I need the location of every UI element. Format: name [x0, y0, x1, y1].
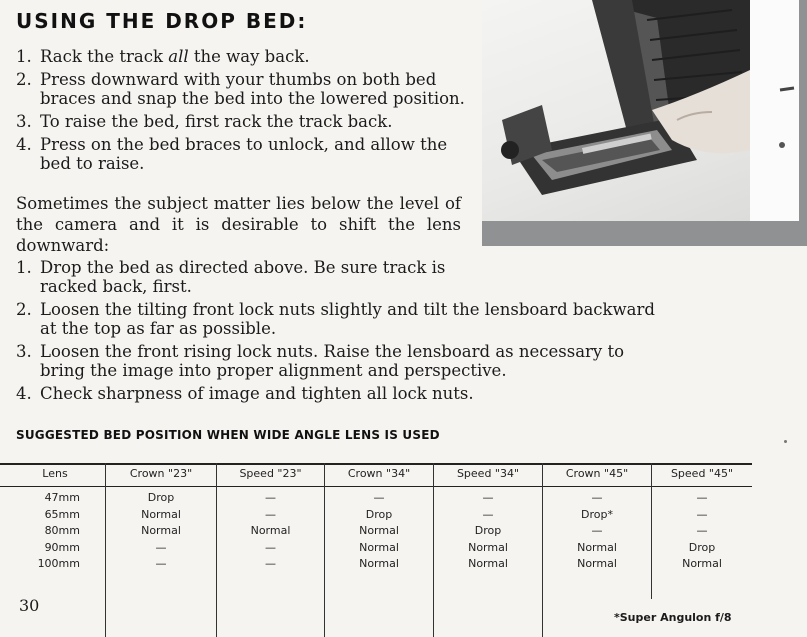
table-cell: Normal — [577, 557, 617, 570]
step-text: Press on the bed braces to unlock, and allow the bed to raise. — [40, 135, 448, 173]
crown-45-column — [543, 490, 651, 573]
table-top-rule — [0, 463, 752, 465]
step-item — [16, 342, 655, 380]
lens-shift-steps — [16, 258, 655, 407]
table-cell: Drop* — [581, 507, 613, 521]
table-cell: — — [591, 491, 603, 504]
table-cell: Drop — [474, 524, 502, 537]
intro-paragraph: Sometimes the subject matter lies below the level of the camera and it is desirable to shift the lens downward: — [16, 194, 461, 255]
table-cell: 47mm — [44, 491, 80, 504]
camera-illustration — [482, 0, 807, 246]
step-text: Check sharpness of image and tighten all lock nuts. — [40, 384, 474, 403]
step-number: 2. — [16, 70, 32, 89]
step-number: 3. — [16, 342, 32, 361]
table-header-rule — [0, 486, 752, 487]
crown-34-column — [325, 490, 433, 573]
table-cell: — — [265, 540, 276, 554]
step-text: Loosen the tilting front lock nuts slightly and tilt the lensboard backward at the top as far as possible. — [40, 300, 655, 338]
header-speed-45: Speed "45" — [670, 467, 734, 480]
table-cell: — — [155, 557, 167, 570]
lens-column — [20, 490, 80, 573]
camera-photo — [482, 0, 807, 246]
step-number: 3. — [16, 112, 32, 131]
table-cell: Normal — [250, 524, 291, 537]
step-item — [16, 47, 465, 66]
header-crown-34: Crown "34" — [347, 467, 411, 480]
step-number: 1. — [16, 47, 32, 66]
header-lens: Lens — [42, 467, 68, 480]
table-cell: — — [265, 491, 276, 504]
speed-23-column — [217, 490, 324, 573]
crown-23-column — [106, 490, 216, 573]
table-cell: Normal — [468, 540, 508, 554]
table-cell: — — [696, 491, 708, 504]
header-crown-45: Crown "45" — [565, 467, 629, 480]
table-cell: Normal — [359, 540, 399, 554]
table-cell: — — [265, 557, 276, 570]
speed-45-column — [652, 490, 752, 573]
table-cell: 80mm — [44, 524, 80, 537]
table-cell: Normal — [468, 557, 508, 570]
table-cell: — — [482, 507, 494, 521]
section-heading: USING THE DROP BED: — [16, 9, 308, 33]
table-cell: Normal — [682, 557, 722, 570]
table-cell: Normal — [359, 557, 399, 570]
step-item — [16, 258, 460, 296]
table-cell: 90mm — [44, 540, 80, 554]
table-cell: Normal — [577, 540, 617, 554]
table-cell: 100mm — [37, 557, 80, 570]
table-cell: — — [696, 524, 708, 537]
table-caption: SUGGESTED BED POSITION WHEN WIDE ANGLE LENS IS USED — [16, 428, 440, 442]
step-text: Rack the track — [40, 47, 169, 66]
header-crown-23: Crown "23" — [129, 467, 193, 480]
step-text: Loosen the front rising lock nuts. Raise the lensboard as necessary to bring the image into proper alignment and perspective. — [40, 342, 625, 380]
step-text: the way back. — [188, 47, 310, 66]
table-cell: Drop — [688, 540, 716, 554]
step-number: 2. — [16, 300, 32, 319]
table-cell: — — [373, 491, 385, 504]
table-cell: — — [265, 507, 276, 521]
step-item — [16, 384, 655, 403]
print-speck — [784, 440, 787, 443]
step-item — [16, 135, 465, 173]
step-number: 4. — [16, 384, 32, 403]
header-speed-23: Speed "23" — [239, 467, 302, 480]
table-cell: Normal — [141, 507, 181, 521]
table-cell: — — [155, 540, 167, 554]
table-cell: Normal — [359, 524, 399, 537]
table-cell: Drop — [147, 491, 175, 504]
step-text: Drop the bed as directed above. Be sure track is racked back, first. — [40, 258, 446, 296]
step-number: 4. — [16, 135, 32, 154]
step-item — [16, 70, 465, 108]
step-item — [16, 112, 465, 131]
table-cell: — — [591, 524, 603, 537]
step-text: Press downward with your thumbs on both bed braces and snap the bed into the lowered position. — [40, 70, 465, 108]
drop-bed-steps — [16, 47, 465, 177]
speed-34-column — [434, 490, 542, 573]
step-text-emphasis: all — [168, 47, 189, 66]
step-number: 1. — [16, 258, 32, 277]
table-footnote: *Super Angulon f/8 — [614, 611, 732, 624]
step-text: To raise the bed, first rack the track back. — [40, 112, 393, 131]
page-number: 30 — [19, 596, 40, 615]
table-cell: — — [482, 491, 494, 504]
step-item — [16, 300, 655, 338]
table-cell: Drop — [365, 507, 393, 521]
header-speed-34: Speed "34" — [456, 467, 520, 480]
table-cell: — — [696, 507, 708, 521]
table-cell: 65mm — [44, 507, 80, 521]
table-cell: Normal — [141, 524, 181, 537]
